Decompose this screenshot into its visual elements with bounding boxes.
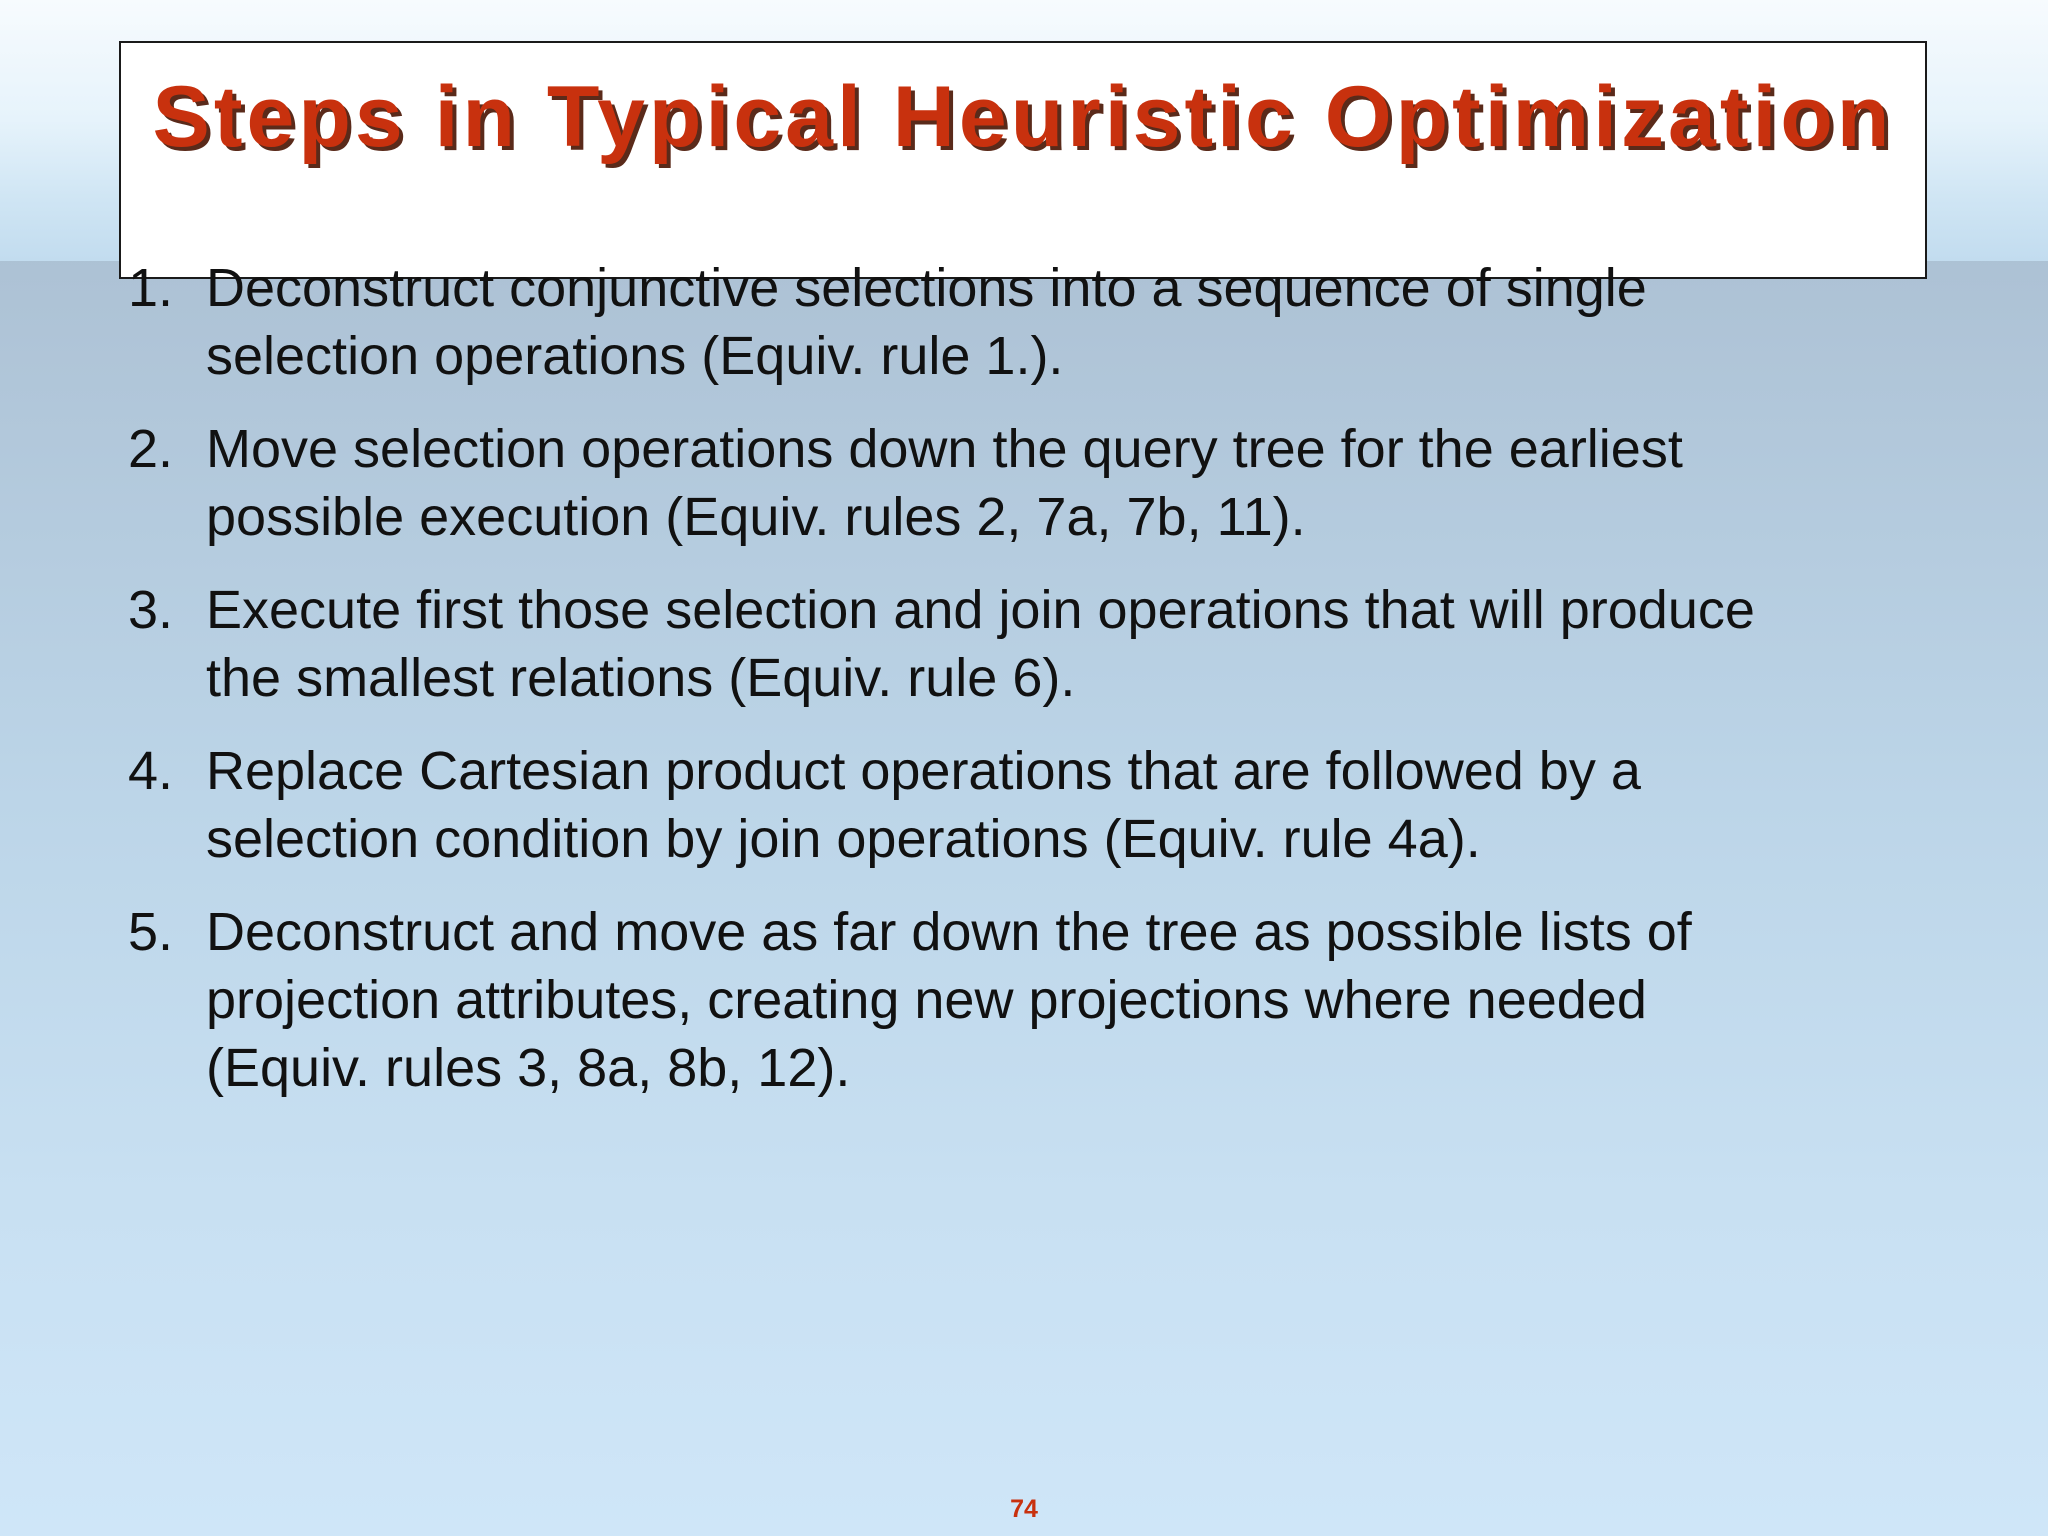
- steps-list: [128, 254, 1778, 1127]
- step-number: 1.: [128, 258, 174, 318]
- step-number: 2.: [128, 419, 174, 479]
- list-item: [128, 737, 1778, 873]
- step-text: Replace Cartesian product operations that are followed by a selection condition by join operations (Equiv. rule 4a).: [206, 741, 1641, 869]
- step-number: 3.: [128, 580, 174, 640]
- list-item: [128, 254, 1778, 390]
- slide-title: Steps in Typical Heuristic Optimization: [152, 69, 1894, 165]
- step-text: Deconstruct and move as far down the tree as possible lists of projection attributes, creating new projections where needed (Equiv. rules 3, 8a, 8b, 12).: [206, 902, 1692, 1098]
- list-item: [128, 898, 1778, 1102]
- step-number: 4.: [128, 741, 174, 801]
- step-text: Move selection operations down the query tree for the earliest possible execution (Equiv. rules 2, 7a, 7b, 11).: [206, 419, 1683, 547]
- list-item: [128, 415, 1778, 551]
- step-number: 5.: [128, 902, 174, 962]
- page-number: 74: [1010, 1495, 1038, 1523]
- step-text: Execute first those selection and join operations that will produce the smallest relations (Equiv. rule 6).: [206, 580, 1755, 708]
- list-item: [128, 576, 1778, 712]
- step-text: Deconstruct conjunctive selections into a sequence of single selection operations (Equiv. rule 1.).: [206, 258, 1647, 386]
